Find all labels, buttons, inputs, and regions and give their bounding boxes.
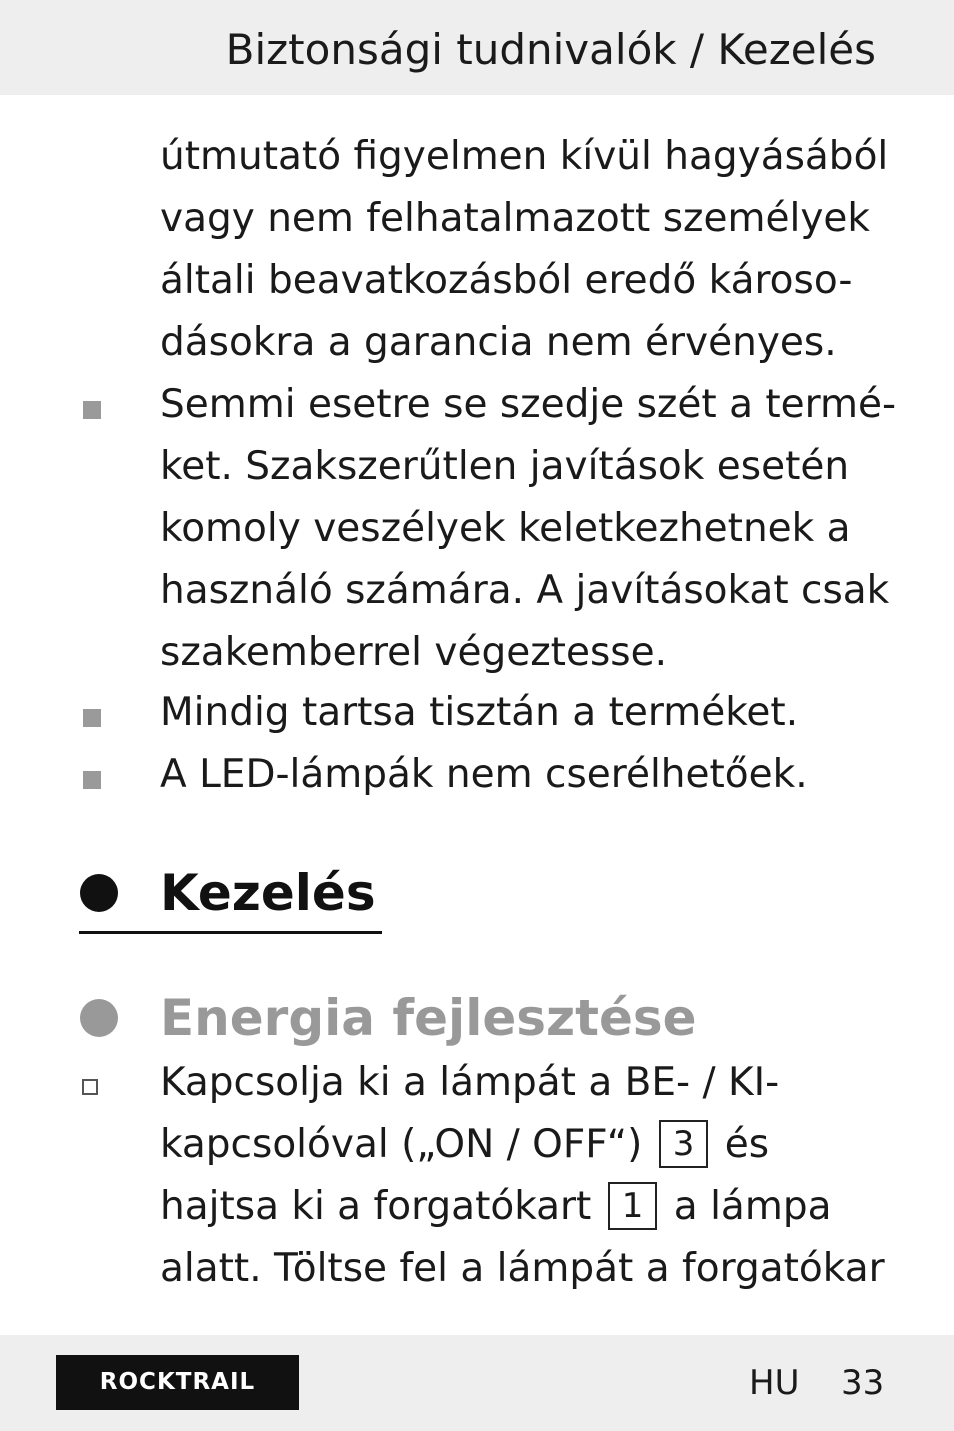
bullet1-line-3: komoly veszélyek keletkezhetnek a bbox=[160, 506, 851, 551]
subsection-dot-icon bbox=[80, 999, 118, 1037]
step-line-2-text: kapcsolóval („ON / OFF“) bbox=[160, 1122, 643, 1167]
section-underline bbox=[79, 931, 382, 934]
bullet-square-icon bbox=[83, 401, 101, 419]
intro-line-4: dásokra a garancia nem érvényes. bbox=[160, 320, 837, 365]
language-code: HU bbox=[749, 1363, 800, 1403]
intro-line-3: általi beavatkozásból eredő károso- bbox=[160, 258, 853, 303]
bullet2-text: Mindig tartsa tisztán a terméket. bbox=[160, 690, 799, 735]
header-title: Biztonsági tudnivalók / Kezelés bbox=[225, 25, 876, 74]
bullet1-line-5: szakemberrel végeztesse. bbox=[160, 630, 667, 675]
step-line-3-text: hajtsa ki a forgatókart bbox=[160, 1184, 592, 1229]
step-line-2-tail: és bbox=[724, 1122, 770, 1167]
part-ref-1: 1 bbox=[608, 1182, 658, 1230]
step-line-2 bbox=[160, 1120, 769, 1170]
step-line-3-tail: a lámpa bbox=[673, 1184, 832, 1229]
bullet3-text: A LED-lámpák nem cserélhetőek. bbox=[160, 752, 808, 797]
bullet-square-icon bbox=[83, 709, 101, 727]
step-line-3 bbox=[160, 1182, 831, 1232]
page-header bbox=[0, 0, 954, 95]
part-ref-3: 3 bbox=[659, 1120, 709, 1168]
brand-logo: ROCKTRAIL bbox=[56, 1355, 299, 1410]
section-heading: Kezelés bbox=[160, 864, 376, 922]
intro-line-1: útmutató figyelmen kívül hagyásából bbox=[160, 134, 889, 179]
step-line-1: Kapcsolja ki a lámpát a BE- / KI- bbox=[160, 1060, 780, 1105]
intro-line-2: vagy nem felhatalmazott személyek bbox=[160, 196, 870, 241]
bullet1-line-1: Semmi esetre se szedje szét a termé- bbox=[160, 382, 897, 427]
bullet1-line-4: használó számára. A javításokat csak bbox=[160, 568, 890, 613]
section-dot-icon bbox=[80, 874, 118, 912]
page-number: 33 bbox=[841, 1363, 885, 1403]
bullet1-line-2: ket. Szakszerűtlen javítások esetén bbox=[160, 444, 850, 489]
step-line-4: alatt. Töltse fel a lámpát a forgatókar bbox=[160, 1246, 885, 1291]
step-checkbox-icon bbox=[82, 1079, 98, 1095]
subsection-heading: Energia fejlesztése bbox=[160, 989, 697, 1047]
page-footer bbox=[0, 1335, 954, 1431]
bullet-square-icon bbox=[83, 771, 101, 789]
